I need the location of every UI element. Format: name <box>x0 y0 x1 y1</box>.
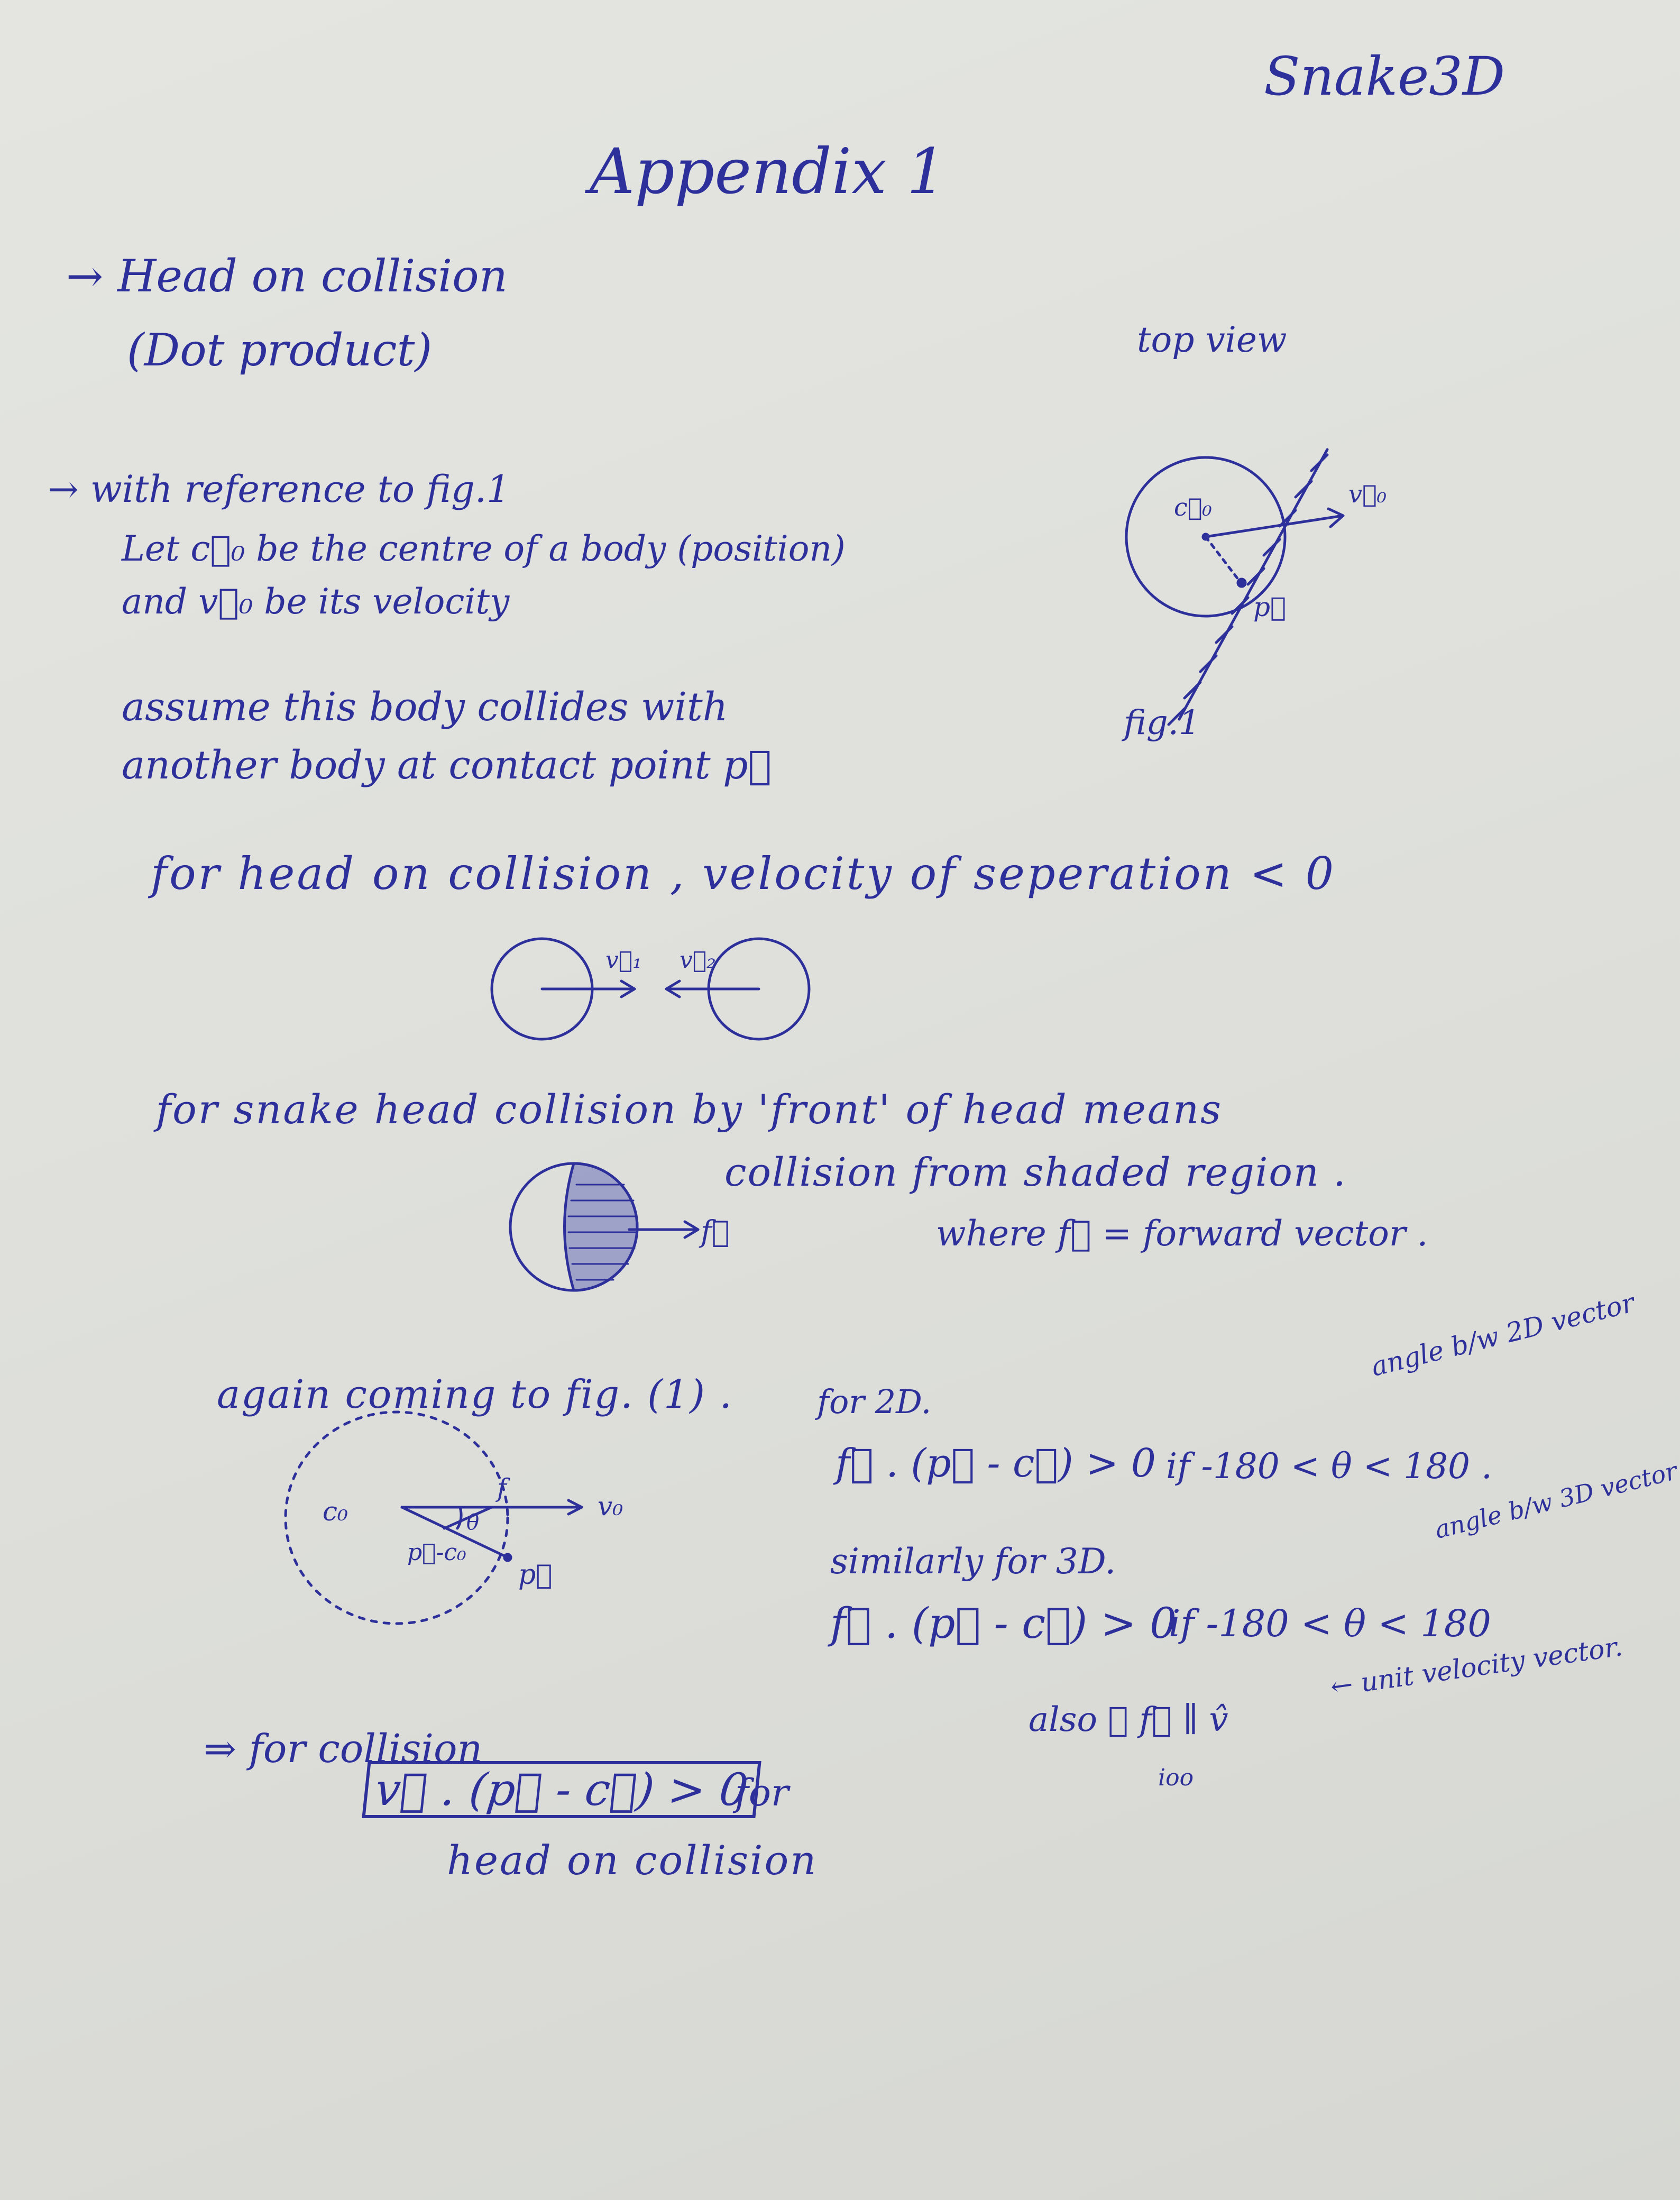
front-line-3: where f⃗ = forward vector . <box>936 1213 1428 1254</box>
condition-3d: if -180 < θ < 180 <box>1169 1602 1491 1645</box>
conclusion-prefix: ⇒ for collision <box>204 1726 483 1772</box>
forward-vector-label: f⃗ <box>701 1215 730 1249</box>
reference-line-3: and v⃗₀ be its velocity <box>122 581 510 622</box>
velocity-arrow <box>1206 516 1343 537</box>
label-v0: v₀ <box>598 1491 623 1521</box>
fig1-caption: fig.1 <box>1124 703 1200 742</box>
center-point <box>1203 534 1208 539</box>
unit-velocity-note: ← unit velocity vector. <box>1328 1631 1624 1702</box>
conclusion-last: head on collision <box>447 1837 818 1884</box>
fig1-center-label: c⃗₀ <box>1174 493 1212 521</box>
center-dashed-line <box>1206 537 1240 582</box>
equation-2d: f⃗ . (p⃗ - c⃗) > 0 <box>836 1441 1156 1486</box>
angle-diagram <box>275 1401 687 1655</box>
label-theta: θ <box>466 1510 480 1535</box>
contact-point-p <box>504 1554 511 1561</box>
condition-2d: if -180 < θ < 180 . <box>1166 1446 1492 1487</box>
reference-line-5: another body at contact point p⃗ <box>122 742 772 788</box>
fig1-diagram <box>1100 423 1428 740</box>
heading-line-1: → Head on collision <box>66 250 508 302</box>
also-parallel: also ∴ f⃗ ∥ v̂ <box>1029 1700 1228 1739</box>
contact-surface-line <box>1179 450 1327 719</box>
label-p: p⃗ <box>518 1559 553 1591</box>
view-label: top view <box>1137 319 1287 360</box>
scribble-mark: ioo <box>1158 1764 1194 1791</box>
note-2d: angle b/w 2D vector <box>1367 1287 1638 1382</box>
similarly-3d-label: similarly for 3D. <box>830 1541 1116 1582</box>
angle-arc <box>457 1507 461 1528</box>
note-3d: angle b/w 3D vector <box>1431 1456 1680 1544</box>
fig1-point-label: p⃗ <box>1253 592 1287 622</box>
reference-line-4: assume this body collides with <box>122 684 728 730</box>
equation-3d: f⃗ . (p⃗ - c⃗) > 0 <box>830 1599 1177 1648</box>
reference-line-1: → with reference to fig.1 <box>48 468 510 511</box>
contact-point <box>1238 579 1245 586</box>
shaded-region <box>565 1163 638 1290</box>
fig1-velocity-label: v⃗₀ <box>1348 480 1387 508</box>
label-pc: p⃗-c₀ <box>407 1539 466 1566</box>
label-v1: v⃗₁ <box>605 947 642 974</box>
separation-diagram <box>471 931 841 1047</box>
reference-line-2: Let c⃗₀ be the centre of a body (position) <box>122 528 846 569</box>
heading-line-2: (Dot product) <box>127 324 433 376</box>
conclusion-suffix: for <box>735 1771 789 1814</box>
page-title: Appendix 1 <box>590 135 947 208</box>
again-statement: again coming to fig. (1) . <box>217 1372 733 1417</box>
front-statement: for snake head collision by 'front' of head means <box>156 1086 1223 1133</box>
label-f: f <box>497 1473 507 1503</box>
boxed-condition: v⃗ . (p⃗ - c⃗) > 0 <box>362 1761 761 1818</box>
separation-statement: for head on collision , velocity of seperation < 0 <box>151 848 1336 900</box>
label-v2: v⃗₂ <box>680 947 716 974</box>
front-line-2: collision from shaded region . <box>724 1150 1347 1195</box>
project-name: Snake3D <box>1264 45 1505 107</box>
label-c0: c₀ <box>323 1496 348 1527</box>
for-2d-label: for 2D. <box>817 1382 932 1421</box>
